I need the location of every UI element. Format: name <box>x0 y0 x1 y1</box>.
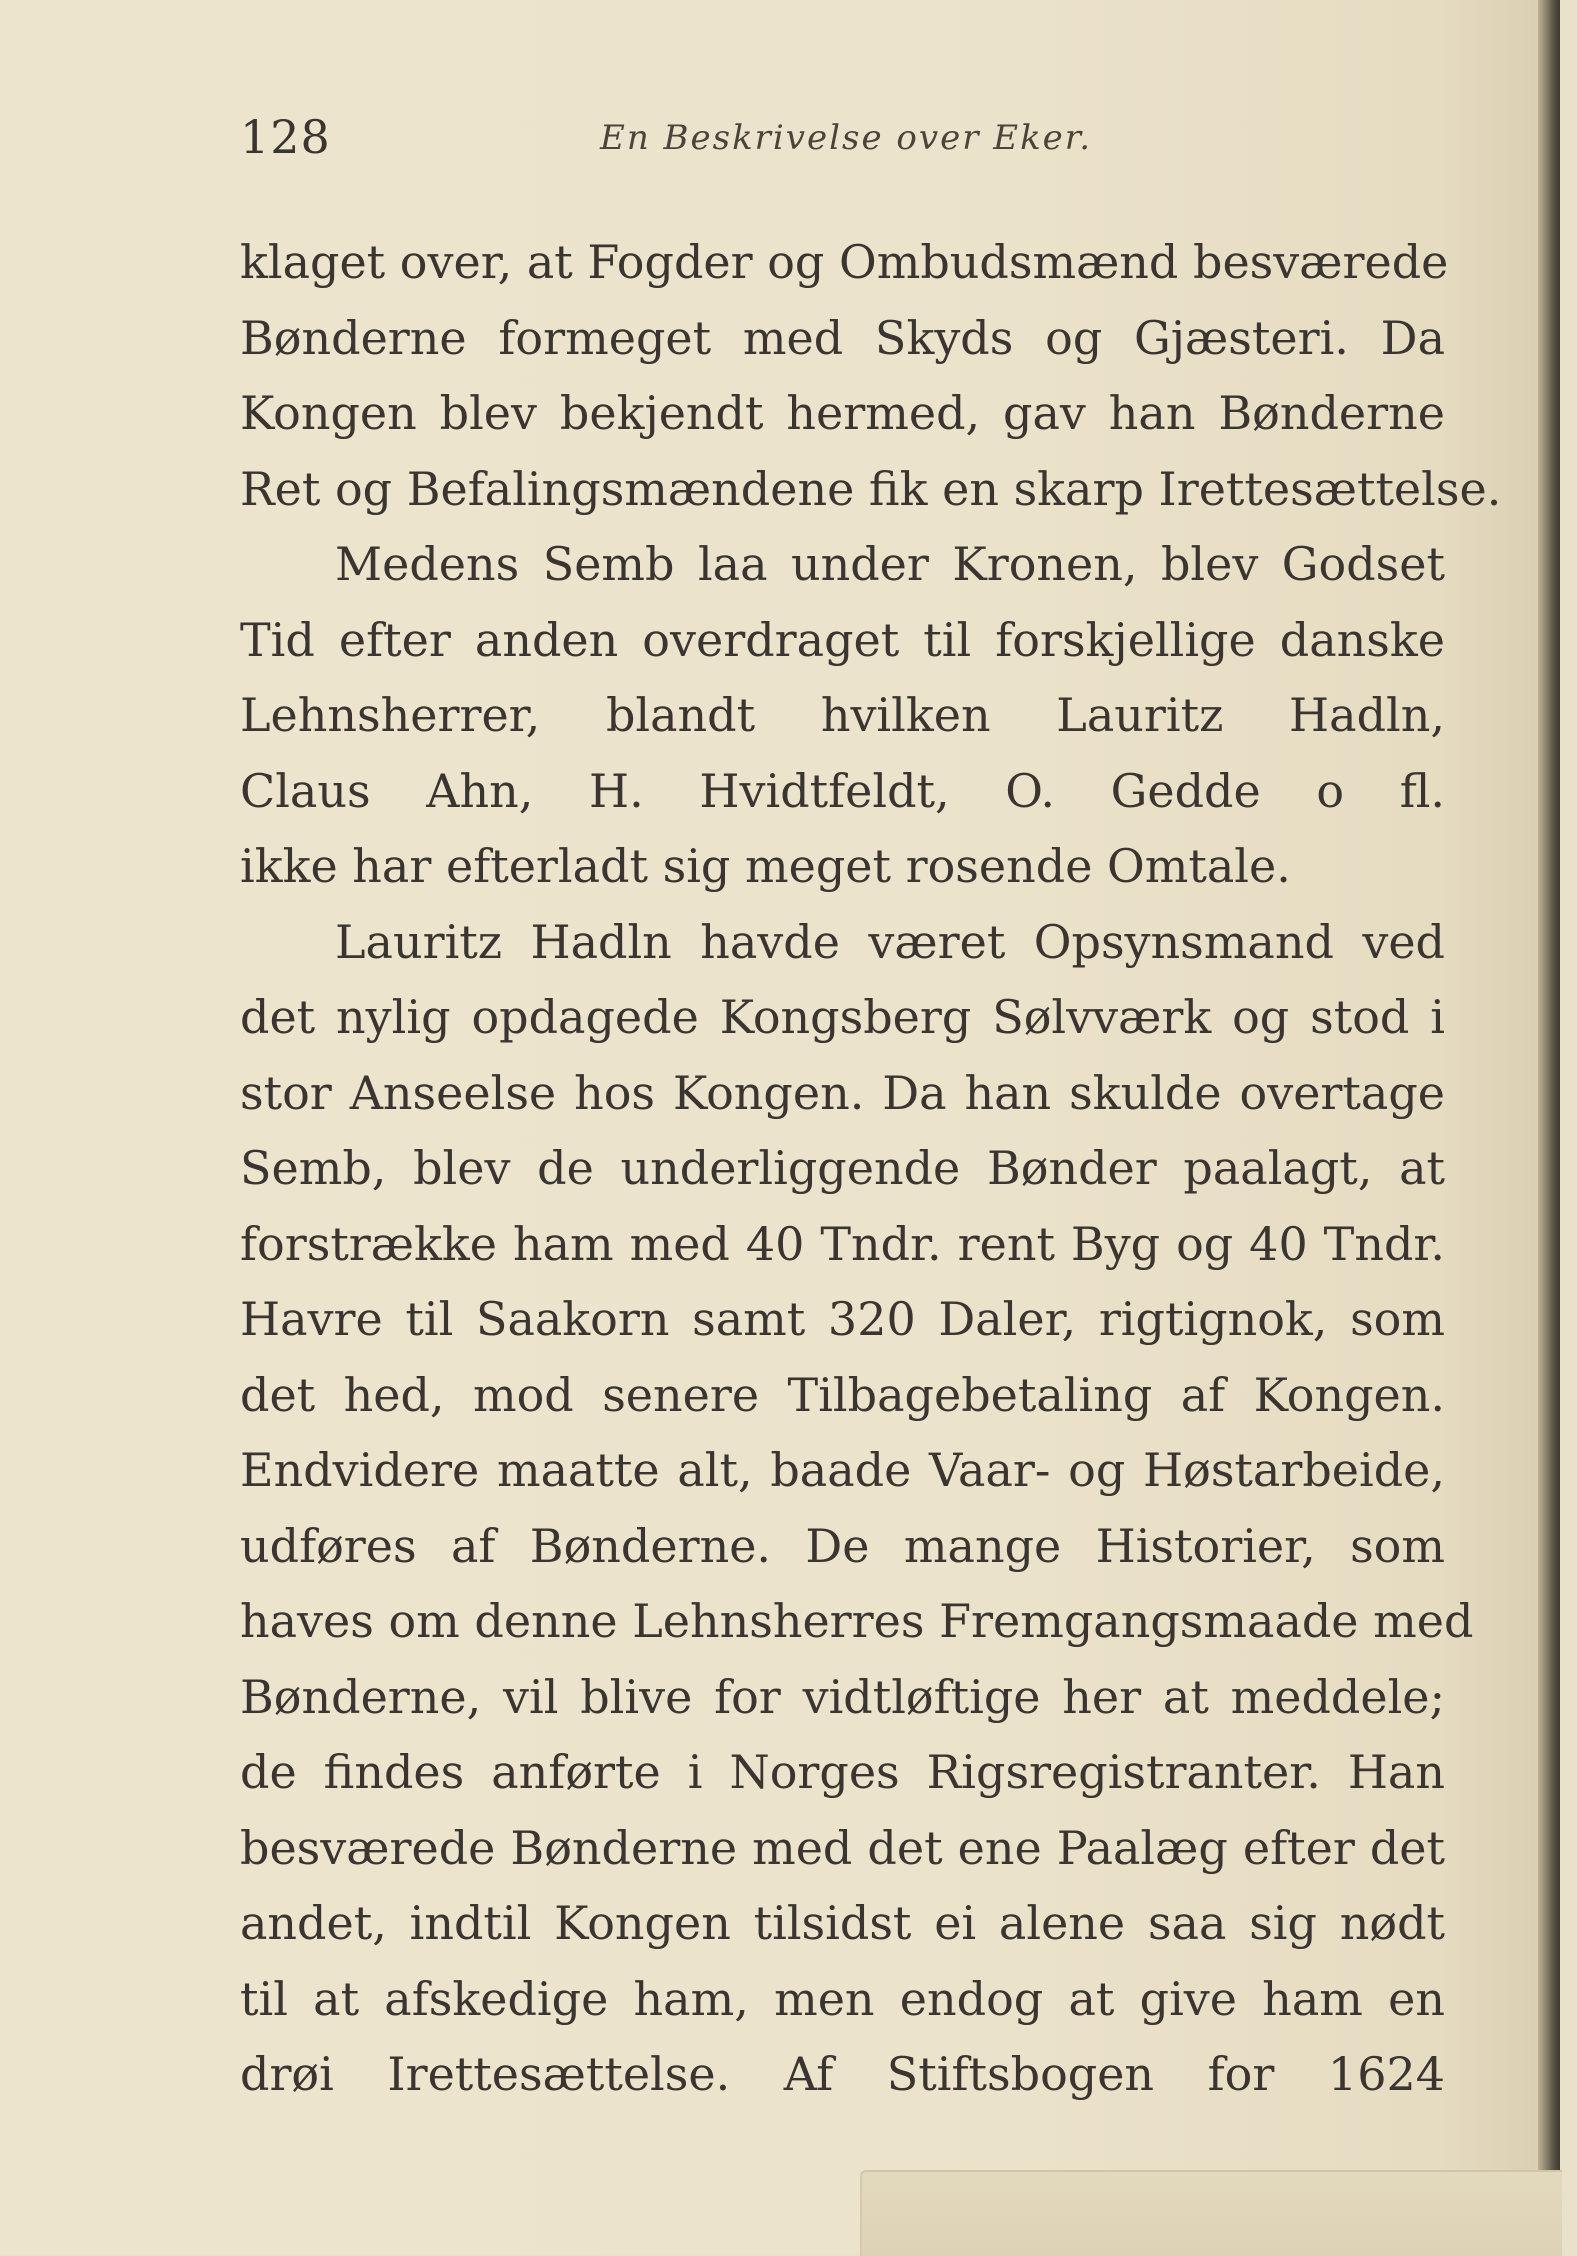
text-line: ikke har efterladt sig meget rosende Omtale. <box>240 839 1291 893</box>
text-line: drøi Irettesættelse. Af Stiftsbogen for 1624 <box>240 2047 1445 2101</box>
page-number: 128 <box>240 110 331 164</box>
page-edge <box>1538 0 1560 2254</box>
text-line: Medens Semb laa under Kronen, blev Godset <box>335 537 1445 591</box>
text-line: Semb, blev de underliggende Bønder paalagt, at <box>240 1141 1445 1195</box>
text-line: andet, indtil Kongen tilsidst ei alene saa sig nødt <box>240 1896 1445 1950</box>
text-line: Tid efter anden overdraget til forskjellige danske <box>240 612 1445 667</box>
page-header <box>240 110 1440 170</box>
text-line: det hed, mod senere Tilbagebetaling af Kongen. <box>240 1367 1445 1422</box>
text-line: de findes anførte i Norges Rigsregistranter. Han <box>240 1745 1445 1799</box>
text-line: Bønderne formeget med Skyds og Gjæsteri. Da <box>240 310 1445 365</box>
text-line: Ret og Befalingsmændene fik en skarp Irettesættelse. <box>240 461 1502 516</box>
text-line: forstrække ham med 40 Tndr. rent Byg og 40 Tndr. <box>240 1216 1445 1271</box>
text-line: udføres af Bønderne. De mange Historier, som <box>240 1518 1445 1573</box>
text-line: Kongen blev bekjendt hermed, gav han Bønderne <box>240 386 1445 440</box>
text-line: Lauritz Hadln havde været Opsynsmand ved <box>335 914 1445 969</box>
body-text <box>240 225 1502 2113</box>
text-line: Havre til Saakorn samt 320 Daler, rigtignok, som <box>240 1292 1445 1346</box>
text-line: haves om denne Lehnsherres Fremgangsmaade med <box>240 1594 1474 1648</box>
text-line: det nylig opdagede Kongsberg Sølvværk og stod i <box>240 990 1445 1044</box>
text-line: klaget over, at Fogder og Ombudsmænd besværede <box>240 235 1449 289</box>
text-line: stor Anseelse hos Kongen. Da han skulde overtage <box>240 1065 1445 1120</box>
text-line: Bønderne, vil blive for vidtløftige her at meddele; <box>240 1669 1445 1724</box>
text-line: til at afskedige ham, men endog at give ham en <box>240 1971 1445 2026</box>
text-line: Endvidere maatte alt, baade Vaar- og Høstarbeide, <box>240 1443 1445 1497</box>
running-title: En Beskrivelse over Eker. <box>600 118 1093 158</box>
page-bottom-crease <box>860 2170 1562 2256</box>
text-line: besværede Bønderne med det ene Paalæg efter det <box>240 1820 1445 1875</box>
text-line: Claus Ahn, H. Hvidtfeldt, O. Gedde o fl. <box>240 763 1445 818</box>
text-line: Lehnsherrer, blandt hvilken Lauritz Hadln, <box>240 688 1445 742</box>
